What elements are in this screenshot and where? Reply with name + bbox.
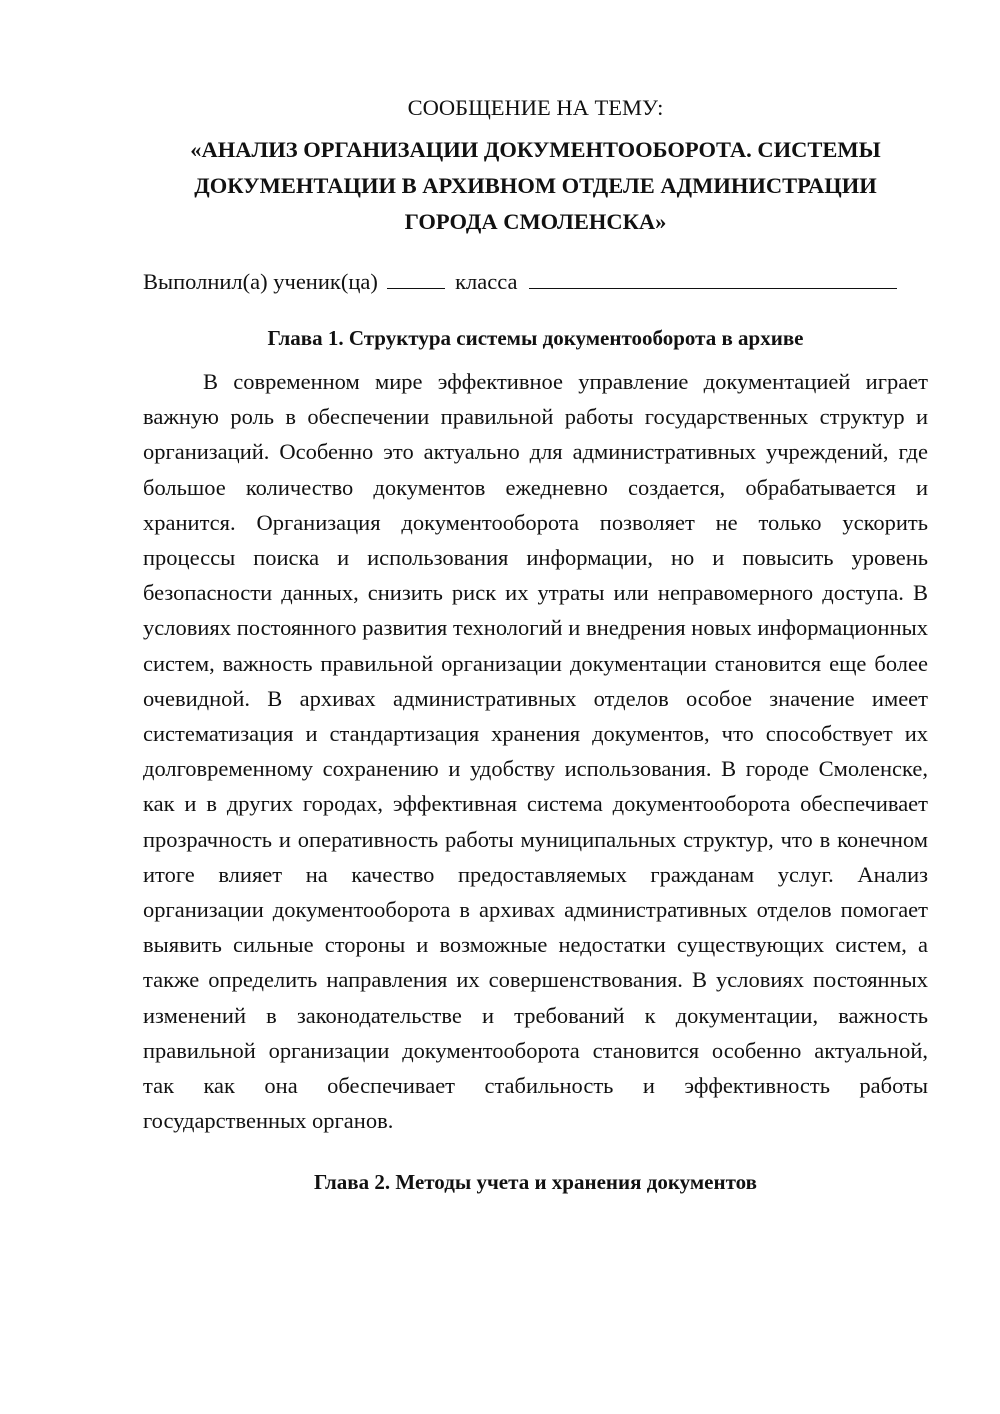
chapter-1-title: Глава 1. Структура системы документооборота в архиве [267, 326, 804, 350]
topic-label: СООБЩЕНИЕ НА ТЕМУ: [407, 95, 664, 120]
performed-by-label: Выполнил(а) ученик(ца) [143, 269, 378, 294]
document-title [143, 132, 928, 240]
title-line-1: «АНАЛИЗ ОРГАНИЗАЦИИ ДОКУМЕНТООБОРОТА. СИСТЕМЫ [190, 137, 881, 162]
student-name-blank[interactable] [529, 266, 897, 289]
signature-line [143, 264, 928, 300]
title-line-2: ДОКУМЕНТАЦИИ В АРХИВНОМ ОТДЕЛЕ АДМИНИСТРАЦИИ [194, 173, 877, 198]
chapter-2-title: Глава 2. Методы учета и хранения документов [314, 1170, 757, 1195]
class-number-blank[interactable] [387, 266, 445, 289]
chapter-1-paragraph: В современном мире эффективное управление документацией играет важную роль в обеспечении правильной работы государственных структур и организаций. Особенно это актуально для административных учреждений, где большое количество документов ежедневно создается, обрабатывается и хранится. Организация документооборота позволяет не только ускорить процессы поиска и использования информации, но и повысить уровень безопасности данных, снизить риск их утраты или неправомерного доступа. В условиях постоянного развития технологий и внедрения новых информационных систем, важность правильной организации документации становится еще более очевидной. В архивах административных отделов особое значение имеет систематизация и стандартизация хранения документов, что способствует их долговременному сохранению и удобству использования. В городе Смоленске, как и в других городах, эффективная система документооборота обеспечивает прозрачность и оперативность работы муниципальных структур, что в конечном итоге влияет на качество предоставляемых гражданам услуг. Анализ организации документооборота в архивах административных отделов помогает выявить сильные стороны и возможные недостатки существующих систем, а также определить направления их совершенствования. В условиях постоянных изменений в законодательстве и требований к документации, важность правильной организации документооборота становится особенно актуальной, так как она обеспечивает стабильность и эффективность работы государственных органов. [143, 369, 928, 1134]
class-label: класса [455, 269, 518, 294]
title-line-3: ГОРОДА СМОЛЕНСКА» [404, 209, 667, 234]
document-page [143, 90, 928, 1200]
